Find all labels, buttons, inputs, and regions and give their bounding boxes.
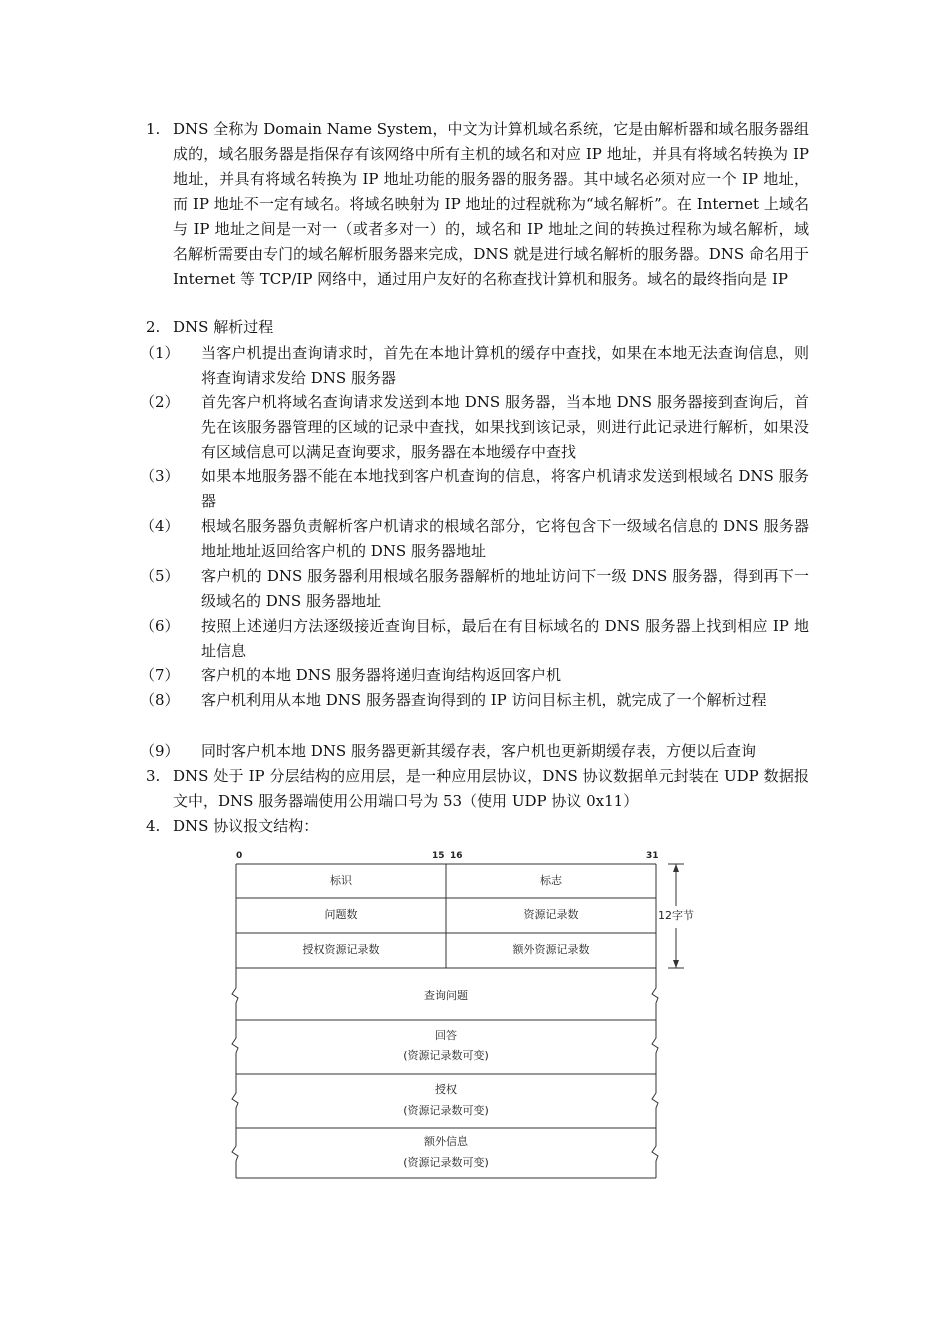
item-text: 同时客户机本地 DNS 服务器更新其缓存表，客户机也更新期缓存表，方便以后查询: [201, 742, 756, 760]
item-text: 客户机的本地 DNS 服务器将递归查询结构返回客户机: [201, 666, 561, 684]
bit-label-0: 0: [236, 851, 243, 861]
bit-label-15: 15: [432, 851, 445, 861]
item-number: （8）: [140, 691, 180, 709]
item-number: （6）: [140, 617, 180, 635]
item-text: 客户机利用从本地 DNS 服务器查询得到的 IP 访问目标主机，就完成了一个解析过程: [201, 691, 767, 709]
section-query: 查询问题: [424, 989, 468, 1002]
bit-label-31: 31: [646, 851, 659, 861]
item-text: DNS 协议报文结构：: [173, 817, 319, 835]
header-answer-rrs-cell: 资源记录数: [523, 908, 579, 921]
item-text: 如果本地服务器不能在本地找到客户机查询的信息，将客户机请求发送到根域名 DNS 服务器: [201, 467, 809, 510]
item-number: 4.: [146, 817, 161, 835]
item-text: 客户机的 DNS 服务器利用根域名服务器解析的地址访问下一级 DNS 服务器，得到再下一级域名的 DNS 服务器地址: [201, 567, 809, 610]
item-number: 3.: [146, 767, 161, 785]
section-authority-note: (资源记录数可变): [403, 1104, 489, 1117]
item-number: （9）: [140, 742, 180, 760]
header-flags-cell: 标志: [540, 874, 562, 887]
header-questions-cell: 问题数: [324, 908, 358, 921]
header-id-cell: 标识: [330, 874, 352, 887]
item-number: （4）: [140, 517, 180, 535]
item-number: （7）: [140, 666, 180, 684]
item-text: DNS 解析过程: [173, 318, 274, 336]
item-number: （5）: [140, 567, 180, 585]
header-authority-rrs-cell: 授权资源记录数: [302, 943, 380, 956]
section-answer-note: (资源记录数可变): [403, 1049, 489, 1062]
item-text: 按照上述递归方法逐级接近查询目标，最后在有目标域名的 DNS 服务器上找到相应 IP 地址信息: [201, 617, 809, 660]
item-number: （3）: [140, 467, 180, 485]
item-number: 1.: [146, 120, 161, 138]
item-text: DNS 处于 IP 分层结构的应用层，是一种应用层协议，DNS 协议数据单元封装在 UDP 数据报文中，DNS 服务器端使用公用端口号为 53（使用 UDP 协议 0x11）: [173, 767, 809, 810]
section-additional-note: (资源记录数可变): [403, 1156, 489, 1169]
item-text: 根域名服务器负责解析客户机请求的根域名部分，它将包含下一级域名信息的 DNS 服务器地址地址返回给客户机的 DNS 服务器地址: [201, 517, 809, 560]
item-text: 首先客户机将域名查询请求发送到本地 DNS 服务器，当本地 DNS 服务器接到查询后，首先在该服务器管理的区域的记录中查找，如果找到该记录，则进行此记录进行解析，如果没有区域信息可以满足查询要求，服务器在本地缓存中查找: [201, 393, 809, 461]
item-number: （2）: [140, 393, 180, 411]
header-size-label: 12字节: [658, 906, 698, 926]
item-text: DNS 全称为 Domain Name System，中文为计算机域名系统，它是由解析器和域名服务器组成的，域名服务器是指保存有该网络中所有主机的域名和对应 IP 地址，并具有将域名转换为 IP 地址，并具有将域名转换为 IP 地址功能的服务器的服务器。其中域名必须对应一个 IP 地址，而 IP 地址不一定有域名。将域名映射为 IP 地址的过程就称为“域名解析”。在 Internet 上域名与 IP 地址之间是一对一（或者多对一）的，域名和 IP 地址之间的转换过程称为域名解析，域名解析需要由专门的域名解析服务器来完成，DNS 就是进行域名解析的服务器。DNS 命名用于 Internet 等 TCP/IP 网络中，通过用户友好的名称查找计算机和服务。域名的最终指向是 IP: [173, 120, 809, 288]
section-additional: 额外信息: [424, 1135, 468, 1148]
item-number: （1）: [140, 344, 180, 362]
item-text: 当客户机提出查询请求时，首先在本地计算机的缓存中查找，如果在本地无法查询信息，则将查询请求发给 DNS 服务器: [201, 344, 809, 387]
dns-message-diagram: [228, 848, 728, 1184]
section-answer: 回答: [435, 1029, 457, 1042]
section-authority: 授权: [435, 1083, 457, 1096]
bit-label-16: 16: [450, 851, 463, 861]
item-number: 2.: [146, 318, 161, 336]
header-additional-rrs-cell: 额外资源记录数: [512, 943, 590, 956]
